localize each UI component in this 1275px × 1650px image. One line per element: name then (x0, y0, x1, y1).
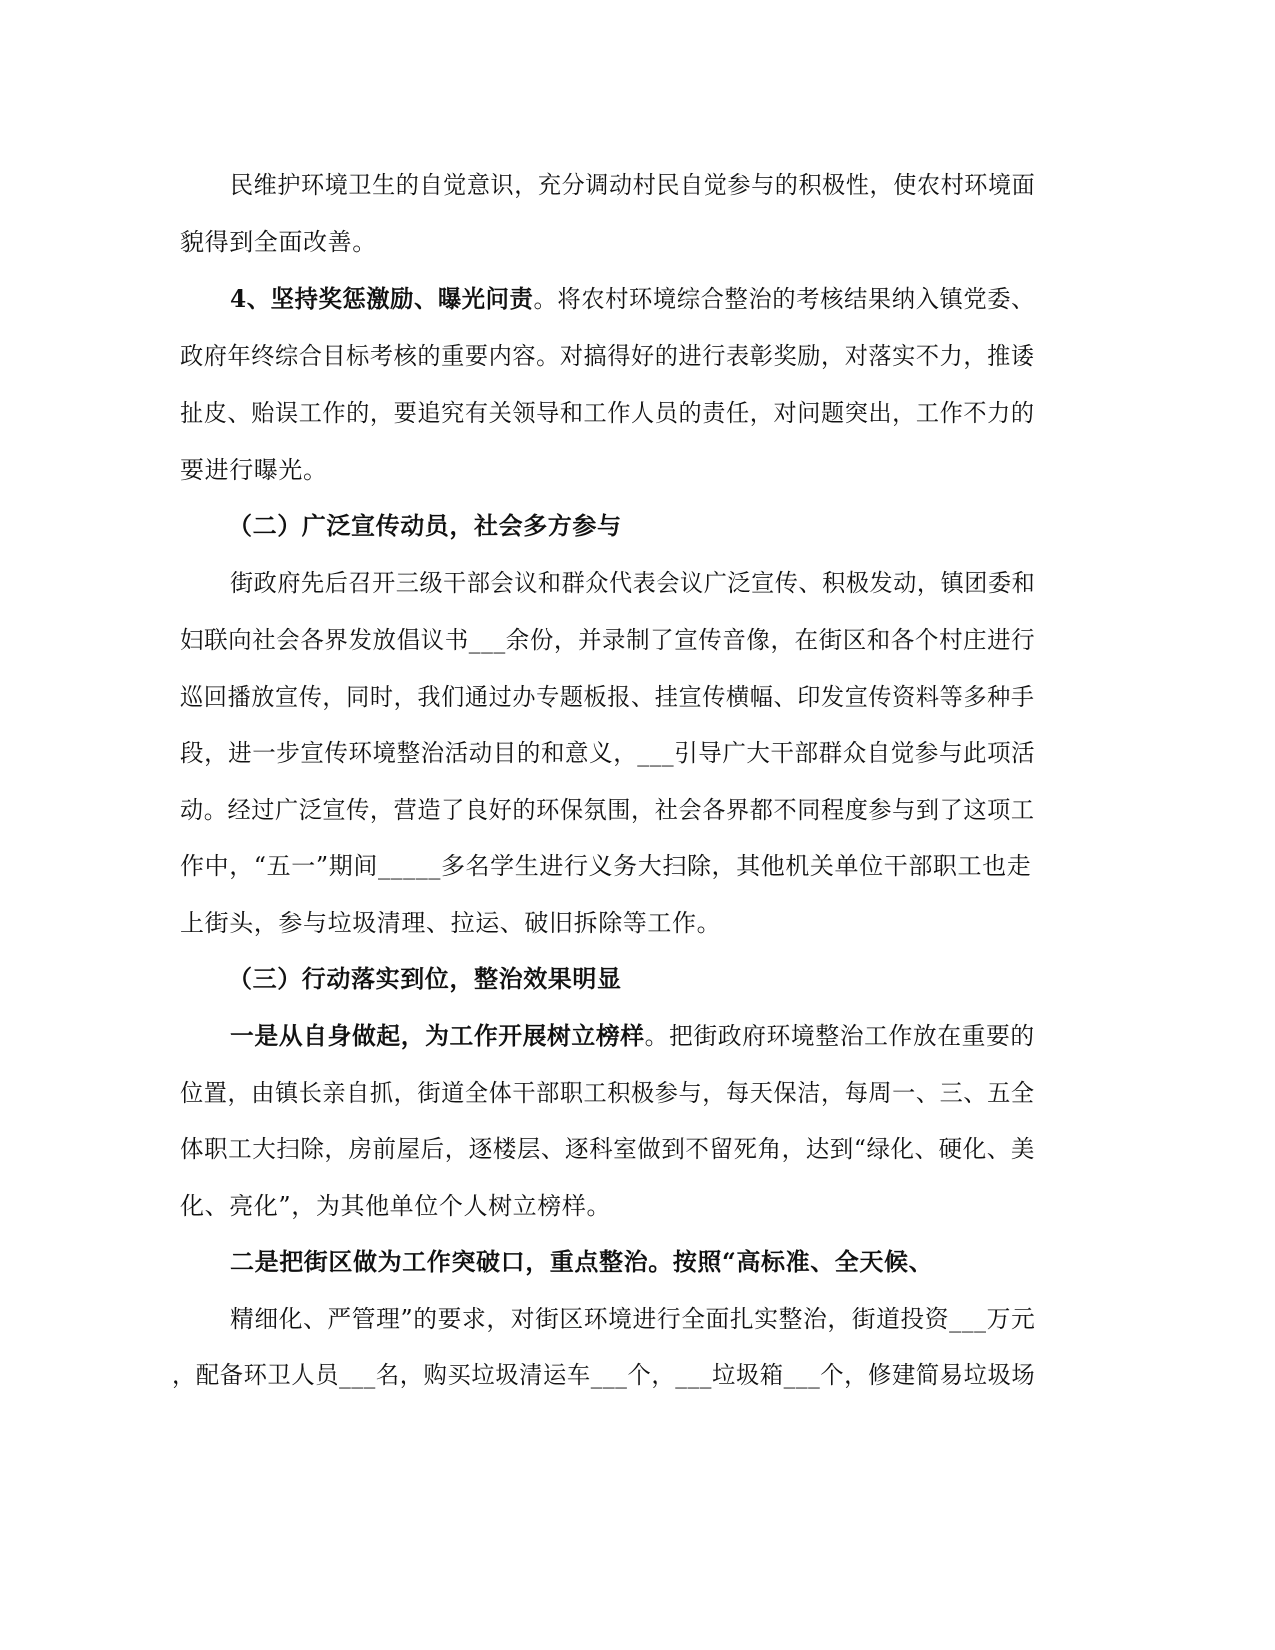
text-run: 动。经过广泛宣传，营造了良好的环保氛围，社会各界都不同程度参与到了这项工 (180, 796, 1035, 824)
paragraph-line (180, 453, 328, 487)
text-run: 。将农村环境综合整治的考核结果纳入镇党委、 (533, 285, 1036, 313)
text-run: 妇联向社会各界发放倡议书___余份，并录制了宣传音像，在街区和各个村庄进行 (180, 626, 1036, 654)
paragraph-line (180, 1189, 611, 1223)
text-run: 街政府先后召开三级干部会议和群众代表会议广泛宣传、积极发动，镇团委和 (230, 569, 1036, 597)
text-run: 精细化、严管理”的要求，对街区环境进行全面扎实整治，街道投资___万元 (230, 1305, 1036, 1333)
text-run: 段，进一步宣传环境整治活动目的和意义，___引导广大干部群众自觉参与此项活 (180, 739, 1036, 767)
paragraph-line (180, 396, 1035, 430)
paragraph-line (180, 1132, 1035, 1166)
paragraph-line (230, 1302, 1035, 1336)
text-run: 巡回播放宣传，同时，我们通过办专题板报、挂宣传横幅、印发宣传资料等多种手 (180, 683, 1035, 711)
text-run: 民维护环境卫生的自觉意识，充分调动村民自觉参与的积极性，使农村环境面 (230, 171, 1036, 199)
text-run: 位置，由镇长亲自抓，街道全体干部职工积极参与，每天保洁，每周一、三、五全 (180, 1079, 1035, 1107)
paragraph-line (180, 225, 377, 259)
bold-heading-run: 二是把街区做为工作突破口，重点整治。按照“高标准、全天候、 (230, 1247, 934, 1276)
text-run: 要进行曝光。 (180, 456, 328, 484)
paragraph-line (172, 1358, 1035, 1392)
bold-heading-run: 4、坚持奖惩激励、曝光问责 (230, 284, 534, 313)
paragraph-line (230, 168, 1035, 202)
paragraph-line (230, 566, 1035, 600)
text-run: 貌得到全面改善。 (180, 228, 377, 256)
text-run: 扯皮、贻误工作的，要追究有关领导和工作人员的责任，对问题突出，工作不力的 (180, 399, 1035, 427)
text-run: 政府年终综合目标考核的重要内容。对搞得好的进行表彰奖励，对落实不力，推诿 (180, 342, 1035, 370)
paragraph-line (230, 1245, 933, 1279)
paragraph-line (180, 736, 1035, 770)
paragraph-line (180, 793, 1035, 827)
paragraph-line (180, 849, 1031, 883)
text-run: 体职工大扫除，房前屋后，逐楼层、逐科室做到不留死角，达到“绿化、硬化、美 (180, 1135, 1035, 1163)
bold-heading-run: 一是从自身做起，为工作开展树立榜样 (230, 1021, 645, 1050)
paragraph-line (180, 1076, 1035, 1110)
paragraph-line (230, 1019, 1035, 1053)
paragraph-line (180, 339, 1035, 373)
text-run: 。把街政府环境整治工作放在重要的 (644, 1022, 1035, 1050)
text-run: 上街头，参与垃圾清理、拉运、破旧拆除等工作。 (180, 909, 722, 937)
paragraph-line (180, 623, 1035, 657)
text-run: 化、亮化”，为其他单位个人树立榜样。 (180, 1192, 612, 1220)
paragraph-line (180, 680, 1035, 714)
section-heading (228, 509, 622, 543)
paragraph-line (230, 282, 1035, 316)
paragraph-line (180, 906, 721, 940)
section-heading (228, 962, 622, 996)
bold-heading-run: （三）行动落实到位，整治效果明显 (228, 964, 622, 993)
text-run: ，配备环卫人员___名，购买垃圾清运车___个，___垃圾箱___个，修建简易垃圾场 (172, 1361, 1036, 1389)
bold-heading-run: （二）广泛宣传动员，社会多方参与 (228, 511, 622, 540)
text-run: 作中，“五一”期间_____多名学生进行义务大扫除，其他机关单位干部职工也走 (180, 852, 1032, 880)
